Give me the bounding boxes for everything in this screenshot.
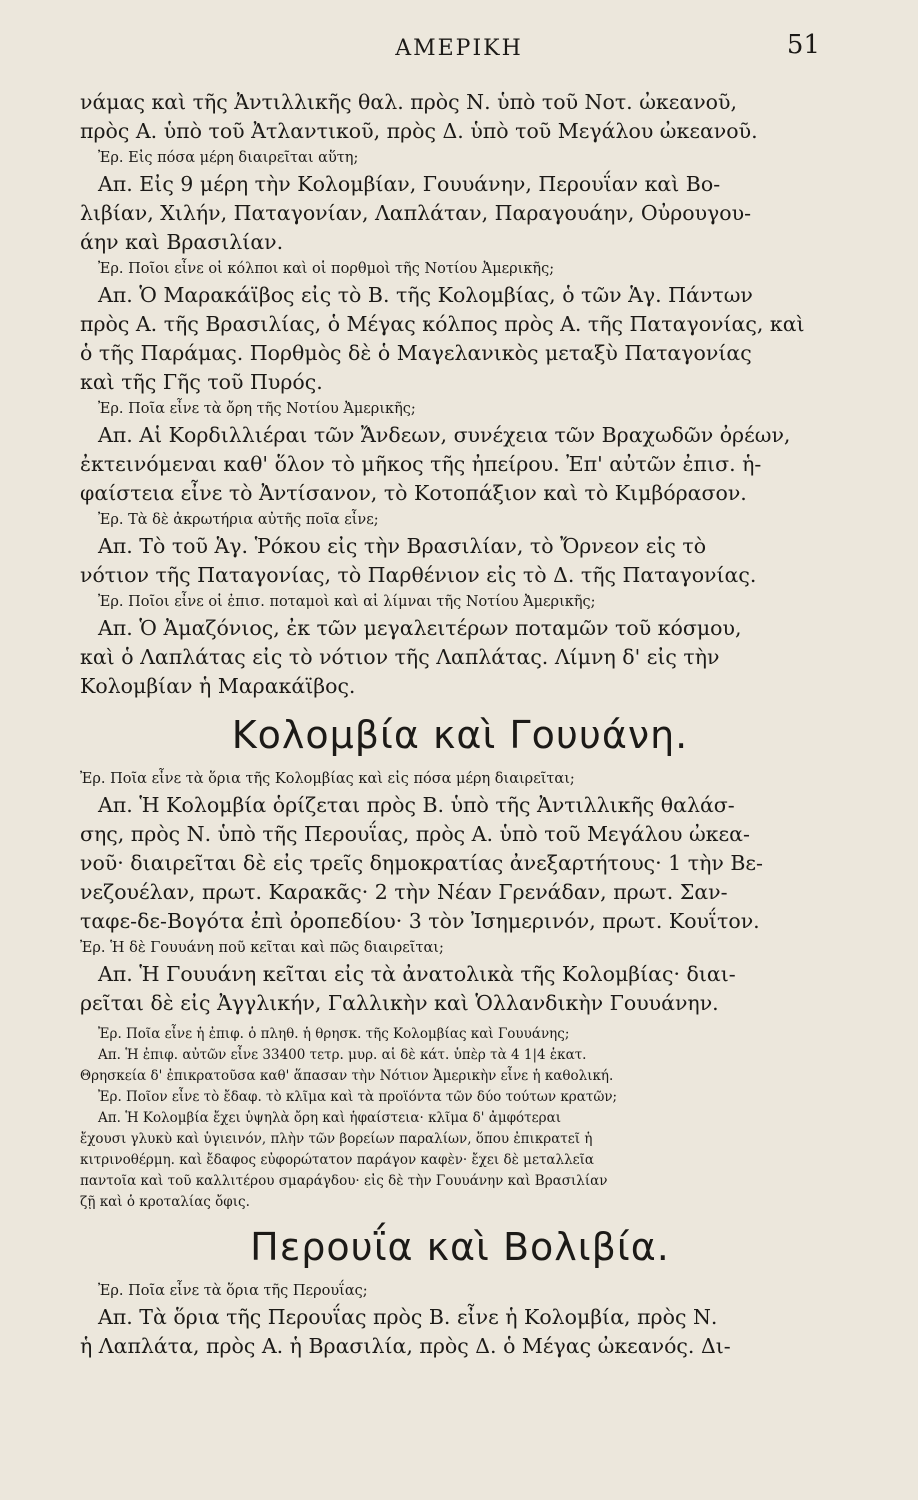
question-line: Ἐρ. Ποῖοι εἶνε οἱ κόλποι καὶ οἱ πορθμοὶ τῆς Νοτίου Ἀμερικῆς; (98, 261, 555, 277)
question-line: Ἐρ. Ποῖα εἶνε τὰ ὄρη τῆς Νοτίου Ἀμερικῆς; (98, 401, 416, 417)
text-line: φαίστεια εἶνε τὸ Ἀντίσανον, τὸ Κοτοπάξιον καὶ τὸ Κιμβόρασον. (80, 481, 747, 505)
question-line: Ἐρ. Ποῖοι εἶνε οἱ ἐπισ. ποταμοὶ καὶ αἱ λίμναι τῆς Νοτίου Ἀμερικῆς; (98, 594, 596, 610)
answer-line: Απ. Ὁ Ἀμαζόνιος, ἐκ τῶν μεγαλειτέρων ποταμῶν τοῦ κόσμου, (98, 616, 742, 640)
text-line: ζῇ καὶ ὁ κροταλίας ὄφις. (80, 1194, 250, 1210)
page-number: 51 (786, 30, 820, 60)
text-line: καὶ τῆς Γῆς τοῦ Πυρός. (80, 370, 323, 394)
text-line: σης, πρὸς Ν. ὑπὸ τῆς Περουΐας, πρὸς Α. ὑπὸ τοῦ Μεγάλου ὠκεα- (80, 822, 750, 846)
text-line: παντοῖα καὶ τοῦ καλλιτέρου σμαράγδου· εἰς δὲ τὴν Γουυάνην καὶ Βρασιλίαν (80, 1173, 608, 1189)
text-line: ταφε-δε-Βογότα ἐπὶ ὀροπεδίου· 3 τὸν Ἰσημερινόν, πρωτ. Κουΐτον. (80, 909, 760, 933)
text-line: άην καὶ Βρασιλίαν. (80, 230, 284, 254)
answer-line: Απ. Τὰ ὅρια τῆς Περουΐας πρὸς Β. εἶνε ἡ Κολομβία, πρὸς Ν. (98, 1305, 718, 1329)
section-heading-peru-bolivia: Περουΐα καὶ Βολιβία. (250, 1225, 670, 1269)
answer-line: Απ. Ὁ Μαρακάϊβος εἰς τὸ Β. τῆς Κολομβίας, ὁ τῶν Ἁγ. Πάντων (98, 283, 753, 307)
text-line: ἔχουσι γλυκὺ καὶ ὑγιεινόν, πλὴν τῶν βορείων παραλίων, ὅπου ἐπικρατεῖ ἡ (80, 1131, 593, 1147)
text-line: καὶ ὁ Λαπλάτας εἰς τὸ νότιον τῆς Λαπλάτας. Λίμνη δ' εἰς τὴν (80, 645, 720, 669)
text-line: πρὸς Α. τῆς Βρασιλίας, ὁ Μέγας κόλπος πρὸς Α. τῆς Παταγονίας, καὶ (80, 312, 805, 336)
text-line: λιβίαν, Χιλήν, Παταγονίαν, Λαπλάταν, Παραγουάην, Οὐρουγου- (80, 201, 752, 225)
text-line: νεζουέλαν, πρωτ. Καρακᾶς· 2 τὴν Νέαν Γρενάδαν, πρωτ. Σαν- (80, 880, 728, 904)
question-line: Ἐρ. Ποῖα εἶνε ἡ ἐπιφ. ὁ πληθ. ἡ θρησκ. τῆς Κολομβίας καὶ Γουυάνης; (98, 1026, 570, 1042)
question-line: Ἐρ. Εἰς πόσα μέρη διαιρεῖται αὕτη; (98, 150, 359, 166)
answer-line: Απ. Αἱ Κορδιλλιέραι τῶν Ἄνδεων, συνέχεια τῶν Βραχωδῶν ὀρέων, (98, 423, 791, 447)
text-line: Κολομβίαν ἡ Μαρακάϊβος. (80, 674, 356, 698)
question-line: Ἐρ. Ποῖα εἶνε τὰ ὅρια τῆς Κολομβίας καὶ εἰς πόσα μέρη διαιρεῖται; (80, 771, 575, 787)
page-header (0, 30, 918, 70)
answer-line: Απ. Ἡ ἐπιφ. αὐτῶν εἶνε 33400 τετρ. μυρ. αἱ δὲ κάτ. ὑπὲρ τὰ 4 1|4 ἑκατ. (98, 1047, 587, 1063)
question-line: Ἐρ. Ποῖον εἶνε τὸ ἔδαφ. τὸ κλῖμα καὶ τὰ προϊόντα τῶν δύο τούτων κρατῶν; (98, 1089, 618, 1105)
section-heading-colombia-guiana: Κολομβία καὶ Γουυάνη. (231, 713, 689, 757)
text-line: Θρησκεία δ' ἐπικρατοῦσα καθ' ἅπασαν τὴν Νότιον Ἀμερικὴν εἶνε ἡ καθολική. (80, 1068, 614, 1084)
answer-line: Απ. Ἡ Κολομβία ὁρίζεται πρὸς Β. ὑπὸ τῆς Ἀντιλλικῆς θαλάσ- (98, 793, 735, 817)
running-title: ΑΜΕΡΙΚΗ (395, 36, 523, 61)
text-line: ἡ Λαπλάτα, πρὸς Α. ἡ Βρασιλία, πρὸς Δ. ὁ Μέγας ὠκεανός. Δι- (80, 1334, 731, 1358)
answer-line: Απ. Ἡ Κολομβία ἔχει ὑψηλὰ ὄρη καὶ ἡφαίστεια· κλῖμα δ' ἀμφότεραι (98, 1110, 561, 1126)
answer-line: Απ. Ἡ Γουυάνη κεῖται εἰς τὰ ἀνατολικὰ τῆς Κολομβίας· διαι- (98, 962, 736, 986)
text-line: νότιον τῆς Παταγονίας, τὸ Παρθένιον εἰς τὸ Δ. τῆς Παταγονίας. (80, 563, 757, 587)
question-line: Ἐρ. Ἡ δὲ Γουυάνη ποῦ κεῖται καὶ πῶς διαιρεῖται; (80, 940, 444, 956)
text-line: νοῦ· διαιρεῖται δὲ εἰς τρεῖς δημοκρατίας ἀνεξαρτήτους· 1 τὴν Βε- (80, 851, 763, 875)
question-line: Ἐρ. Τὰ δὲ ἀκρωτήρια αὐτῆς ποῖα εἶνε; (98, 512, 379, 528)
section-peru-bolivia (80, 1279, 840, 1361)
section-colombia-guiana (80, 767, 840, 1018)
text-line: ὁ τῆς Παράμας. Πορθμὸς δὲ ὁ Μαγελανικὸς μεταξὺ Παταγονίας (80, 341, 752, 365)
text-line: ἐκτεινόμεναι καθ' ὅλον τὸ μῆκος τῆς ἠπείρου. Ἐπ' αὐτῶν ἐπισ. ἡ- (80, 452, 762, 476)
text-line: ρεῖται δὲ εἰς Ἀγγλικήν, Γαλλικὴν καὶ Ὁλλανδικὴν Γουυάνην. (80, 991, 719, 1015)
text-line: κιτρινοθέρμη. καὶ ἔδαφος εὐφορώτατον παράγον καφὲν· ἔχει δὲ μεταλλεῖα (80, 1152, 595, 1168)
text-line: πρὸς Α. ὑπὸ τοῦ Ἀτλαντικοῦ, πρὸς Δ. ὑπὸ τοῦ Μεγάλου ὠκεανοῦ. (80, 119, 758, 143)
text-line: νάμας καὶ τῆς Ἀντιλλικῆς θαλ. πρὸς Ν. ὑπὸ τοῦ Νοτ. ὠκεανοῦ, (80, 90, 737, 114)
section-south-america (80, 88, 840, 701)
page-body (80, 88, 840, 1361)
answer-line: Απ. Τὸ τοῦ Ἁγ. Ῥόκου εἰς τὴν Βρασιλίαν, τὸ Ὄρνεον εἰς τὸ (98, 534, 707, 558)
section-fine-print (80, 1024, 840, 1213)
answer-line: Απ. Εἰς 9 μέρη τὴν Κολομβίαν, Γουυάνην, Περουΐαν καὶ Βο- (98, 172, 721, 196)
question-line: Ἐρ. Ποῖα εἶνε τὰ ὅρια τῆς Περουΐας; (98, 1283, 368, 1299)
